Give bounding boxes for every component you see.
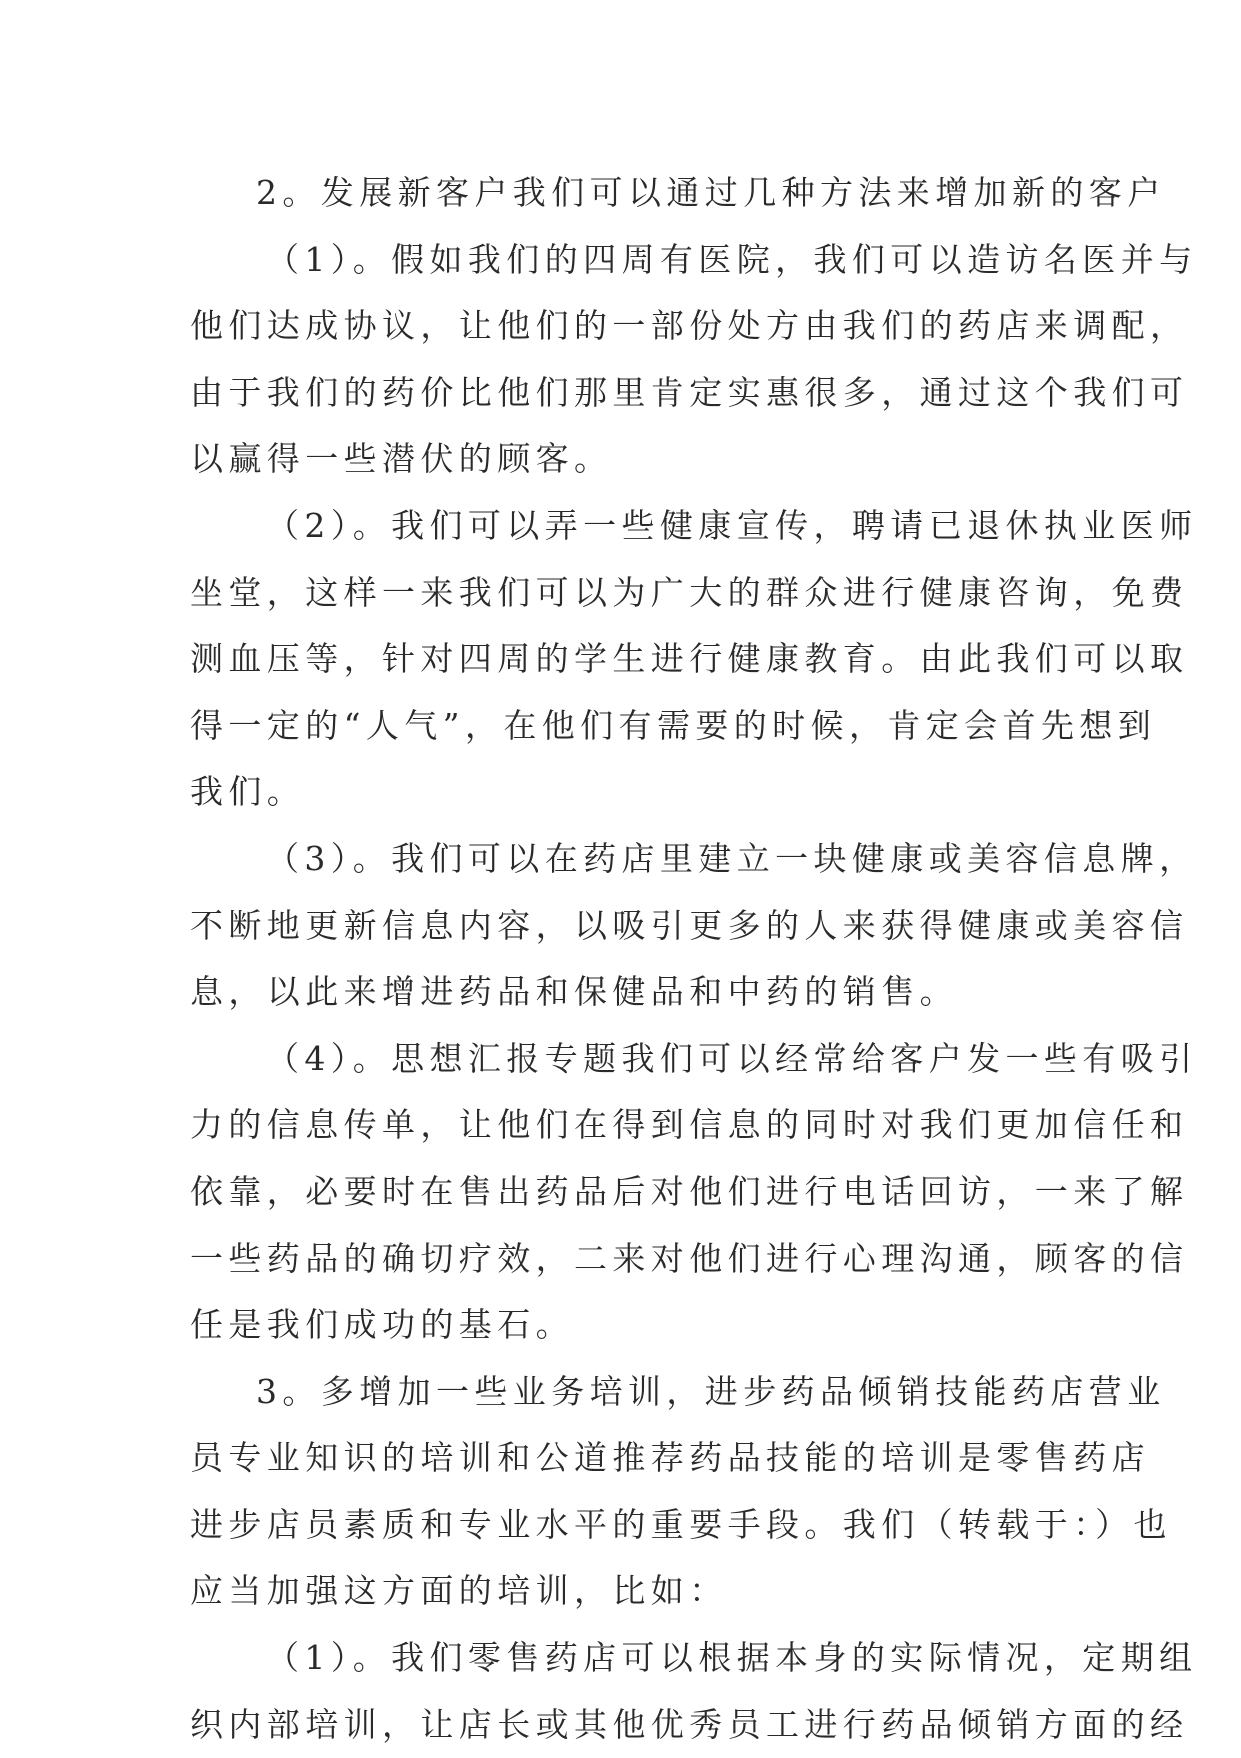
text-line-19: 3。多增加一些业务培训，进步药品倾销技能药店营业 xyxy=(256,1371,1166,1411)
text-line-3: 他们达成协议，让他们的一部份处方由我们的药店来调配， xyxy=(190,306,1189,346)
text-line-4: 由于我们的药价比他们那里肯定实惠很多，通过这个我们可 xyxy=(190,372,1189,412)
text-line-9: 得一定的“人气”，在他们有需要的时候，肯定会首先想到 xyxy=(190,705,1157,745)
body-text xyxy=(190,160,1198,1758)
text-line-20: 员专业知识的培训和公道推荐药品技能的培训是零售药店 xyxy=(190,1438,1150,1478)
text-line-15: 力的信息传单，让他们在得到信息的同时对我们更加信任和 xyxy=(190,1105,1189,1145)
text-line-12: 不断地更新信息内容，以吸引更多的人来获得健康或美容信 xyxy=(190,905,1189,945)
text-line-13: 息，以此来增进药品和保健品和中药的销售。 xyxy=(190,972,958,1012)
text-line-16: 依靠，必要时在售出药品后对他们进行电话回访，一来了解 xyxy=(190,1171,1189,1211)
text-line-23: （1）。我们零售药店可以根据本身的实际情况，定期组 xyxy=(266,1638,1198,1678)
text-line-14: （4）。思想汇报专题我们可以经常给客户发一些有吸引 xyxy=(266,1038,1198,1078)
text-line-6: （2）。我们可以弄一些健康宣传，聘请已退休执业医师 xyxy=(266,505,1198,545)
text-line-8: 测血压等，针对四周的学生进行健康教育。由此我们可以取 xyxy=(190,639,1189,679)
text-line-1: 2。发展新客户我们可以通过几种方法来增加新的客户 xyxy=(256,173,1166,212)
text-line-18: 任是我们成功的基石。 xyxy=(190,1305,574,1345)
text-line-21: 进步店员素质和专业水平的重要手段。我们（转载于：）也 xyxy=(190,1504,1172,1544)
text-line-17: 一些药品的确切疗效，二来对他们进行心理沟通，顾客的信 xyxy=(190,1238,1189,1278)
text-line-2: （1）。假如我们的四周有医院，我们可以造访名医并与 xyxy=(266,239,1198,279)
text-line-22: 应当加强这方面的培训，比如： xyxy=(190,1571,728,1611)
text-line-24: 织内部培训，让店长或其他优秀员工进行药品倾销方面的经 xyxy=(190,1704,1189,1744)
text-line-10: 我们。 xyxy=(190,772,306,812)
text-line-7: 坐堂，这样一来我们可以为广大的群众进行健康咨询，免费 xyxy=(190,572,1189,612)
text-line-5: 以赢得一些潜伏的顾客。 xyxy=(190,439,613,479)
text-line-11: （3）。我们可以在药店里建立一块健康或美容信息牌， xyxy=(266,838,1198,878)
